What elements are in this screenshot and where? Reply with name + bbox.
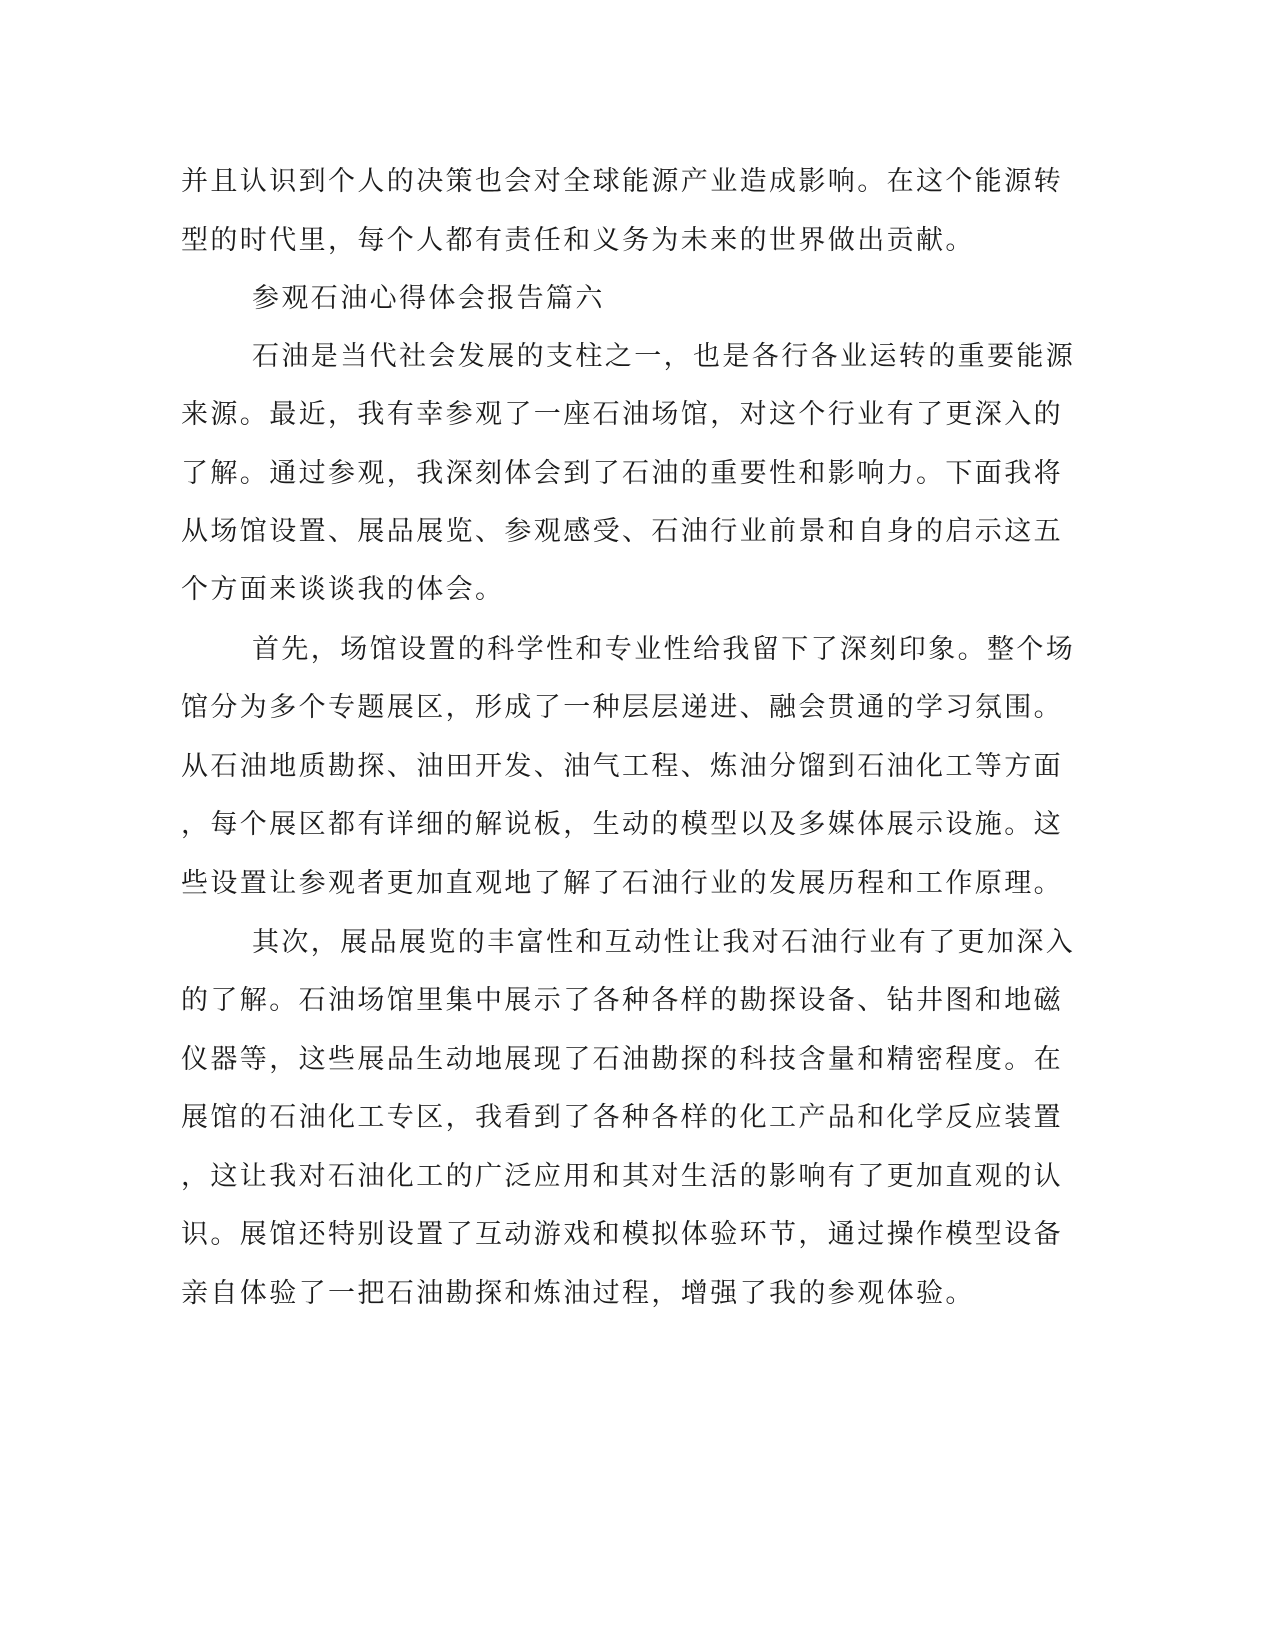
- section-heading: 参观石油心得体会报告篇六: [252, 283, 605, 314]
- text-line: 个方面来谈谈我的体会。: [181, 574, 505, 605]
- text-line: 来源。最近，我有幸参观了一座石油场馆，对这个行业有了更深入的: [181, 399, 1063, 430]
- text-line: 从场馆设置、展品展览、参观感受、石油行业前景和自身的启示这五: [181, 516, 1063, 547]
- text-line: 型的时代里，每个人都有责任和义务为未来的世界做出贡献。: [181, 225, 975, 256]
- text-line: 其次，展品展览的丰富性和互动性让我对石油行业有了更加深入: [252, 927, 1076, 958]
- text-line: 馆分为多个专题展区，形成了一种层层递进、融会贯通的学习氛围。: [181, 692, 1063, 723]
- text-line: 首先，场馆设置的科学性和专业性给我留下了深刻印象。整个场: [252, 634, 1076, 665]
- text-line: 并且认识到个人的决策也会对全球能源产业造成影响。在这个能源转: [181, 166, 1063, 197]
- text-line: 从石油地质勘探、油田开发、油气工程、炼油分馏到石油化工等方面: [181, 751, 1063, 782]
- text-line: ，每个展区都有详细的解说板，生动的模型以及多媒体展示设施。这: [181, 809, 1063, 840]
- text-line: 展馆的石油化工专区，我看到了各种各样的化工产品和化学反应装置: [181, 1102, 1063, 1133]
- text-line: 些设置让参观者更加直观地了解了石油行业的发展历程和工作原理。: [181, 868, 1063, 899]
- text-line: ，这让我对石油化工的广泛应用和其对生活的影响有了更加直观的认: [181, 1161, 1063, 1192]
- text-line: 石油是当代社会发展的支柱之一，也是各行各业运转的重要能源: [252, 341, 1076, 372]
- text-line: 亲自体验了一把石油勘探和炼油过程，增强了我的参观体验。: [181, 1278, 975, 1309]
- text-line: 的了解。石油场馆里集中展示了各种各样的勘探设备、钻井图和地磁: [181, 985, 1063, 1016]
- text-line: 仪器等，这些展品生动地展现了石油勘探的科技含量和精密程度。在: [181, 1044, 1063, 1075]
- text-line: 了解。通过参观，我深刻体会到了石油的重要性和影响力。下面我将: [181, 458, 1063, 489]
- text-line: 识。展馆还特别设置了互动游戏和模拟体验环节，通过操作模型设备: [181, 1219, 1063, 1250]
